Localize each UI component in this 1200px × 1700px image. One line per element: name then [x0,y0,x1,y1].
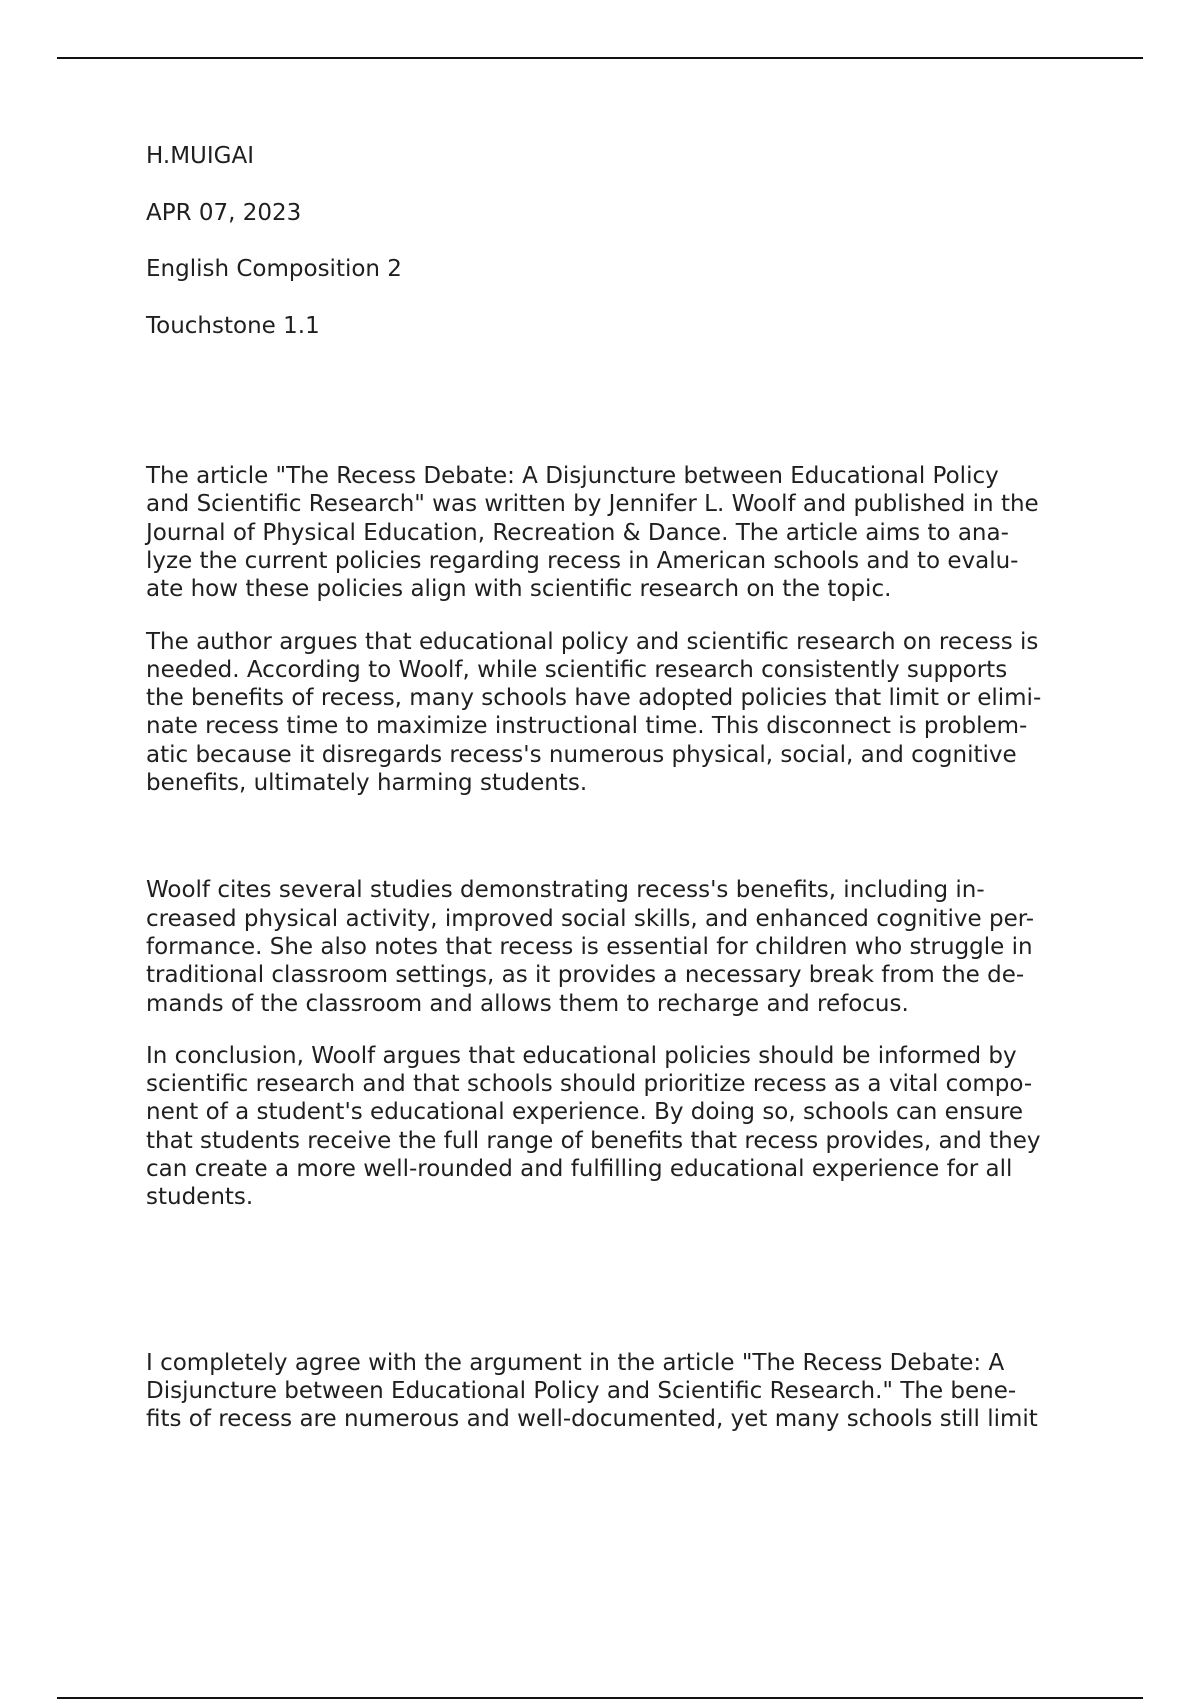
paragraph-2: The author argues that educational policy and scientific research on recess is needed. According to Woolf, while scientific research consistently supports the benefits of recess, many schools have adopted policies that limit or elimi- nate recess time to maximize instructional time. This disconnect is problem- atic because it disregards recess's numerous physical, social, and cognitive benefits, ultimately harming students. [146,628,1042,797]
bottom-rule [57,1697,1143,1699]
paragraph-3: Woolf cites several studies demonstrating recess's benefits, including in- creased physical activity, improved social skills, and enhanced cognitive per- formance. She also notes that recess is essential for children who struggle in traditional classroom settings, as it provides a necessary break from the de- mands of the classroom and allows them to recharge and refocus. [146,877,1035,1017]
document-date: APR 07, 2023 [146,199,302,226]
paragraph-4: In conclusion, Woolf argues that educational policies should be informed by scientific research and that schools should prioritize recess as a vital compo- nent of a student's educational experience. By doing so, schools can ensure that students receive the full range of benefits that recess provides, and they can create a more well-rounded and fulfilling educational experience for all students. [146,1042,1041,1211]
paragraph-5: I completely agree with the argument in the article "The Recess Debate: A Disjuncture between Educational Policy and Scientific Research." The bene- fits of recess are numerous and well-documented, yet many schools still limit [146,1349,1038,1433]
document-body [146,142,1096,1434]
course-name: English Composition 2 [146,256,402,283]
top-rule [57,57,1143,59]
assignment-title: Touchstone 1.1 [146,312,320,339]
paragraph-1: The article "The Recess Debate: A Disjuncture between Educational Policy and Scientific Research" was written by Jennifer L. Woolf and published in the Journal of Physical Education, Recreation & Dance. The article aims to ana- lyze the current policies regarding recess in American schools and to evalu- ate how these policies align with scientific research on the topic. [146,463,1039,603]
author-name: H.MUIGAI [146,143,255,169]
